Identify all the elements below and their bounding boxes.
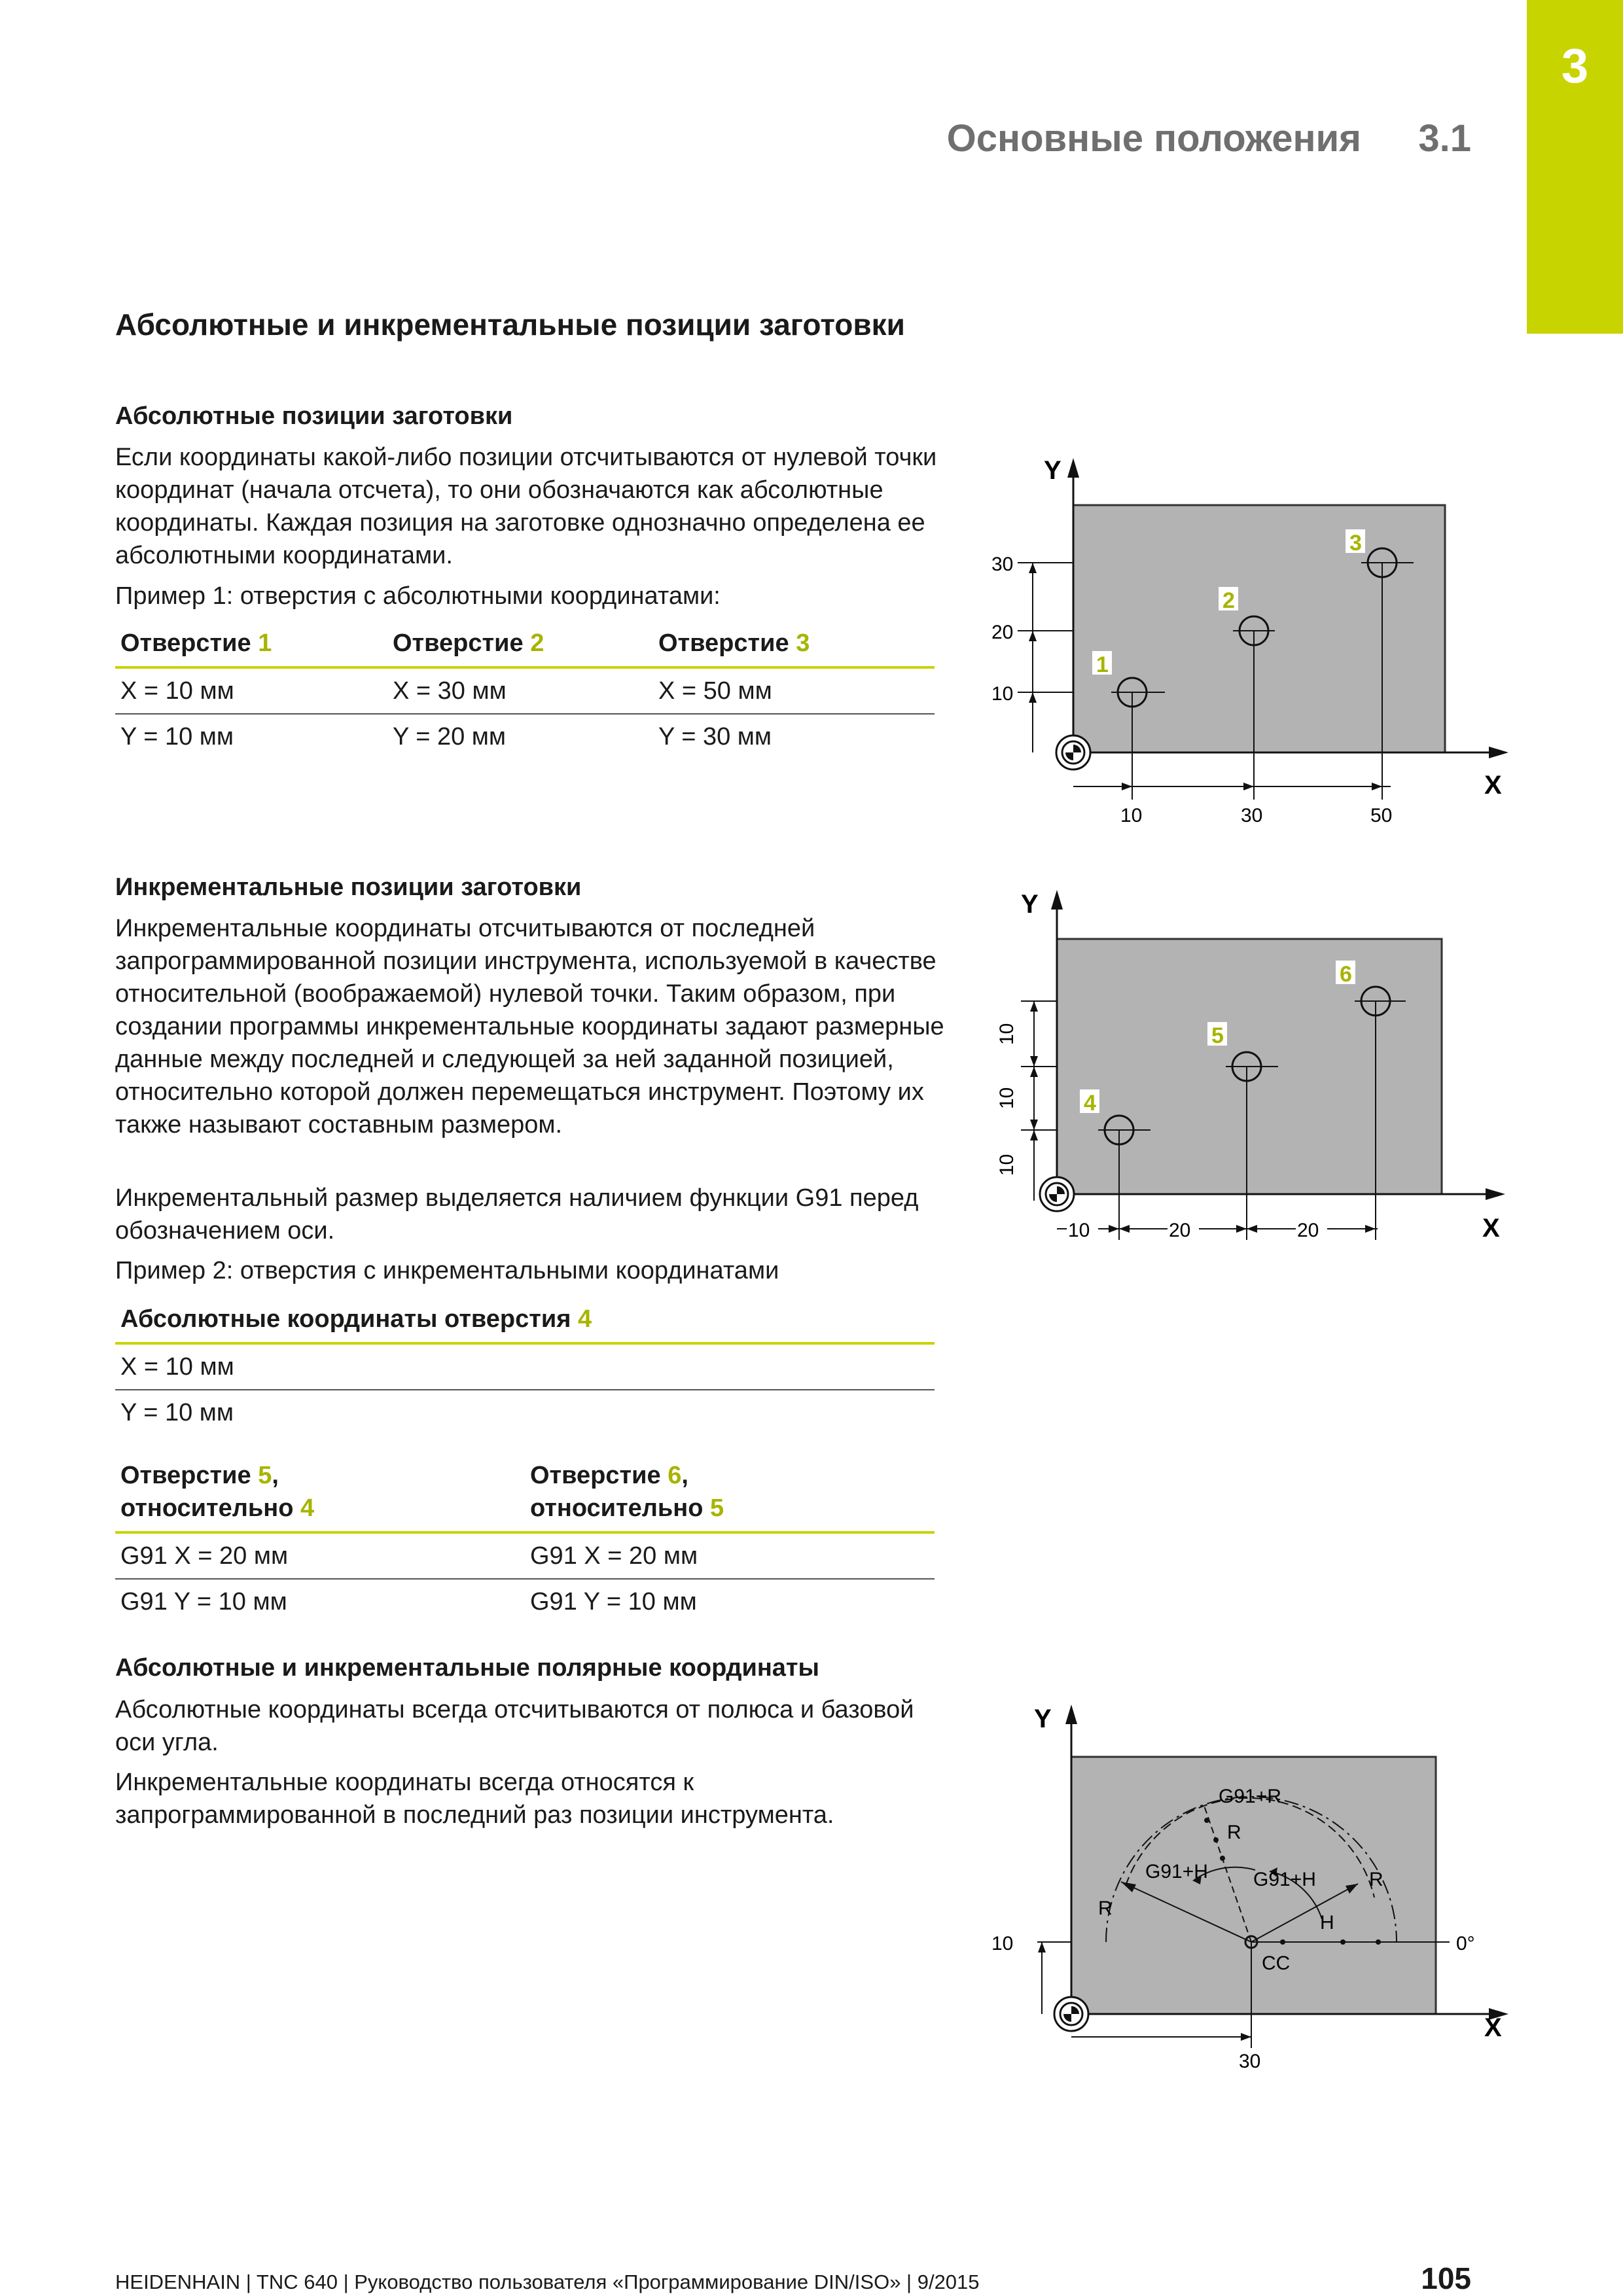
inc-paragraph-1: Инкрементальные координаты отсчитываются от последней запрограммированной позиции инструмента, используемой в качестве относительной (воображаемой) нулевой точки. Таким образом, при создании программы инкрементальные координаты задают размерные данные между последней и следующей за ней заданной позицией, относительно которой должен перемещаться инструмент. Поэтому их также называют составным размером. [115, 915, 944, 1139]
table-cell: Y = 20 мм [393, 723, 507, 751]
x-tick-10: 10 [1120, 805, 1143, 826]
abs-table-header-3: Отверстие 3 [653, 622, 935, 667]
page-title: Абсолютные и инкрементальные позиции заготовки [115, 308, 905, 342]
y-axis-label: Y [1021, 890, 1039, 919]
x-dim-1: 10 [1068, 1220, 1090, 1241]
x-tick-30: 30 [1239, 2051, 1261, 2072]
running-header-section: 3.1 [1418, 117, 1471, 160]
y-tick-10: 10 [991, 1933, 1014, 1954]
inc-table-abs [115, 1298, 935, 1435]
y-tick-30: 30 [991, 554, 1014, 575]
zero-angle-label: 0° [1456, 1933, 1475, 1954]
x-dim-3: 20 [1297, 1220, 1319, 1241]
table-cell: G91 X = 20 мм [115, 1532, 525, 1579]
abs-table-header-1: Отверстие 1 [115, 622, 387, 667]
abs-example: Пример 1: отверстия с абсолютными координатами: [115, 582, 721, 610]
abs-paragraph: Если координаты какой-либо позиции отсчитываются от нулевой точки координат (начала отсчета), то они обозначаются как абсолютные координаты. Каждая позиция на заготовке однозначно определена ее абсолютными координатами. [115, 444, 937, 569]
y-axis-arrow [1067, 458, 1079, 478]
table-cell: G91 X = 20 мм [525, 1532, 935, 1579]
x-axis-label: X [1482, 1214, 1500, 1243]
x-tick-50: 50 [1370, 805, 1393, 826]
footer-text: HEIDENHAIN | TNC 640 | Руководство пользователя «Программирование DIN/ISO» | 9/2015 [115, 2270, 980, 2293]
x-axis-label: X [1484, 2013, 1502, 2042]
abs-subtitle: Абсолютные позиции заготовки [115, 402, 513, 430]
figure-polar-coordinates [982, 1695, 1525, 2087]
y-tick-20: 20 [991, 622, 1014, 643]
polar-paragraph-2: Инкрементальные координаты всегда относятся к запрограммированной в последний раз позиции инструмента. [115, 1769, 834, 1829]
inc-example: Пример 2: отверстия с инкрементальными координатами [115, 1257, 779, 1284]
table-row [115, 714, 935, 759]
inc-paragraph-2: Инкрементальный размер выделяется наличием функции G91 перед обозначением оси. [115, 1184, 919, 1245]
page-number: 105 [1421, 2261, 1471, 2295]
inc-table-rel [115, 1454, 935, 1624]
table-cell: G91 Y = 10 мм [120, 1588, 287, 1616]
label-g91h-left: G91+H [1145, 1861, 1208, 1882]
table-cell: X = 10 мм [115, 1343, 935, 1390]
table-row [115, 1343, 935, 1390]
table-row [115, 1579, 935, 1624]
chapter-number: 3 [1561, 39, 1589, 93]
y-axis-arrow [1051, 890, 1063, 910]
table-row [115, 1532, 935, 1579]
abs-table [115, 622, 935, 759]
y-axis-arrow [1065, 1704, 1077, 1724]
label-g91r: G91+R [1219, 1786, 1281, 1807]
table-cell: Y = 10 мм [120, 1399, 234, 1426]
label-r-left: R [1098, 1898, 1113, 1919]
y-dim-mid: 10 [996, 1087, 1018, 1109]
inc-table-rel-header-1: Отверстие 5, относительно 4 [115, 1454, 525, 1532]
table-cell: X = 30 мм [387, 667, 653, 714]
running-header-title: Основные положения [946, 117, 1361, 160]
table-cell: Y = 30 мм [658, 723, 772, 751]
y-tick-10: 10 [991, 683, 1014, 705]
table-row [115, 1390, 935, 1435]
inc-table-rel-header-2: Отверстие 6, относительно 5 [525, 1454, 935, 1532]
inc-subtitle: Инкрементальные позиции заготовки [115, 874, 582, 901]
hole-label-3: 3 [1349, 531, 1362, 556]
polar-subtitle: Абсолютные и инкрементальные полярные координаты [115, 1654, 819, 1682]
label-g91h-right: G91+H [1253, 1869, 1316, 1890]
polar-paragraph-1: Абсолютные координаты всегда отсчитываются от полюса и базовой оси угла. [115, 1696, 914, 1756]
table-row [115, 667, 935, 714]
figure-incremental-positions [982, 880, 1525, 1253]
x-dim-2: 20 [1169, 1220, 1191, 1241]
hole-label-6: 6 [1340, 962, 1352, 987]
hole-label-5: 5 [1211, 1023, 1224, 1048]
label-h: H [1320, 1912, 1334, 1934]
hole-label-4: 4 [1084, 1091, 1096, 1116]
x-axis-arrow [1486, 1188, 1505, 1200]
x-axis-arrow [1489, 747, 1508, 758]
inc-table-abs-header: Абсолютные координаты отверстия 4 [115, 1298, 935, 1343]
y-dim-bottom: 10 [996, 1154, 1018, 1176]
x-tick-30: 30 [1241, 805, 1263, 826]
table-cell: X = 50 мм [653, 667, 935, 714]
figure-absolute-positions [982, 451, 1525, 838]
y-axis-label: Y [1034, 1704, 1052, 1733]
table-cell: G91 Y = 10 мм [530, 1588, 697, 1616]
pole-label: CC [1262, 1952, 1291, 1974]
x-axis-label: X [1484, 771, 1502, 800]
y-axis-label: Y [1044, 456, 1061, 485]
label-r-top: R [1227, 1822, 1241, 1843]
label-r-right: R [1369, 1869, 1383, 1890]
workpiece-plate [1073, 505, 1445, 752]
chapter-tab [1527, 0, 1623, 334]
hole-label-1: 1 [1096, 652, 1109, 677]
table-cell: X = 10 мм [115, 667, 387, 714]
abs-table-header-2: Отверстие 2 [387, 622, 653, 667]
y-dim-top: 10 [996, 1023, 1018, 1045]
hole-label-2: 2 [1222, 588, 1235, 613]
table-cell: Y = 10 мм [120, 723, 234, 751]
